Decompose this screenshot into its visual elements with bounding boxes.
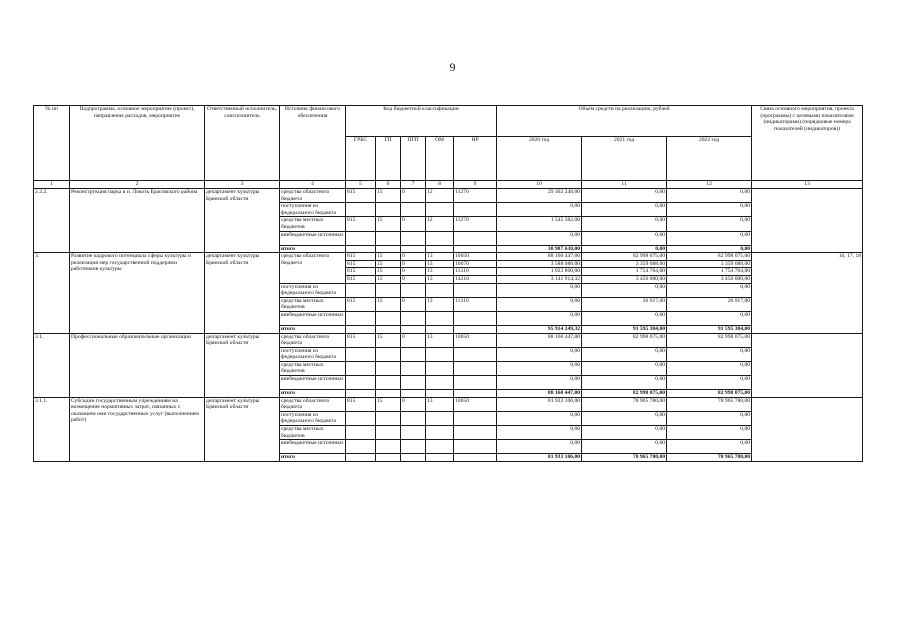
gp-cell: 15 <box>376 260 401 268</box>
pgp-cell <box>401 411 426 425</box>
gp-cell <box>376 390 401 398</box>
header-2022: 2022 год <box>667 137 752 181</box>
grbs-cell <box>346 361 376 375</box>
np-cell: 10650 <box>454 253 497 261</box>
row-number: 3.1.1. <box>34 397 70 461</box>
amount-2020-cell: 88 160 447,00 <box>497 253 582 261</box>
gp-cell: 15 <box>376 268 401 276</box>
amount-2021-cell: 0,00 <box>582 245 667 253</box>
np-cell: 10670 <box>454 260 497 268</box>
row-executor: департамент культуры Брянской области <box>205 397 280 461</box>
row-name: Профессиональные образовательные организации <box>70 333 205 397</box>
budget-table <box>33 105 863 462</box>
om-cell: 13 <box>426 297 454 311</box>
grbs-cell <box>346 311 376 325</box>
col-number: 11 <box>582 181 667 189</box>
gp-cell <box>376 426 401 440</box>
amount-2022-cell: 0,00 <box>667 203 752 217</box>
grbs-cell <box>346 454 376 462</box>
row-number: 3.1. <box>34 333 70 397</box>
amount-2021-cell: 0,00 <box>582 376 667 390</box>
amount-2021-cell: 0,00 <box>582 311 667 325</box>
amount-2020-cell: 0,00 <box>497 283 582 297</box>
np-cell <box>454 347 497 361</box>
pgp-cell <box>401 231 426 245</box>
amount-2021-cell: 3 456 000,00 <box>582 275 667 283</box>
col-number: 12 <box>667 181 752 189</box>
np-cell <box>454 426 497 440</box>
col-number: 3 <box>205 181 280 189</box>
amount-2020-cell: 0,00 <box>497 297 582 311</box>
om-cell: 13 <box>426 333 454 347</box>
np-cell <box>454 376 497 390</box>
pgp-cell <box>401 426 426 440</box>
pgp-cell <box>401 347 426 361</box>
gp-cell <box>376 283 401 297</box>
amount-2022-cell: 0,00 <box>667 245 752 253</box>
np-cell <box>454 440 497 454</box>
amount-2020-cell: 3 588 088,00 <box>497 260 582 268</box>
header-subprogram: Подпрограмма, основное мероприятие (проект), направление расходов, мероприятие <box>70 106 205 181</box>
pgp-cell: 0 <box>401 397 426 411</box>
col-number: 9 <box>454 181 497 189</box>
amount-2021-cell: 78 965 780,00 <box>582 397 667 411</box>
source-cell: итого <box>280 454 346 462</box>
source-cell: внебюджетные источники <box>280 231 346 245</box>
om-cell <box>426 203 454 217</box>
header-2021: 2021 год <box>582 137 667 181</box>
header-executor: Ответственный исполнитель, соисполнитель <box>205 106 280 181</box>
om-cell <box>426 231 454 245</box>
col-number: 5 <box>346 181 376 189</box>
om-cell <box>426 376 454 390</box>
np-cell: 11270 <box>454 189 497 203</box>
column-numbers-row <box>34 181 863 189</box>
amount-2021-cell: 26 917,00 <box>582 297 667 311</box>
pgp-cell <box>401 361 426 375</box>
amount-2020-cell: 1 023 800,00 <box>497 268 582 276</box>
np-cell <box>454 411 497 425</box>
amount-2021-cell: 91 595 384,00 <box>582 325 667 333</box>
col-number: 7 <box>401 181 426 189</box>
amount-2022-cell: 91 595 384,00 <box>667 325 752 333</box>
om-cell <box>426 440 454 454</box>
amount-2021-cell: 0,00 <box>582 440 667 454</box>
om-cell <box>426 245 454 253</box>
source-cell: средства областного бюджета <box>280 189 346 203</box>
grbs-cell <box>346 440 376 454</box>
amount-2022-cell: 0,00 <box>667 217 752 231</box>
gp-cell: 15 <box>376 217 401 231</box>
source-cell: поступления из федерального бюджета <box>280 411 346 425</box>
gp-cell <box>376 311 401 325</box>
gp-cell <box>376 203 401 217</box>
amount-2020-cell: 88 160 447,00 <box>497 390 582 398</box>
np-cell: 14210 <box>454 275 497 283</box>
amount-2022-cell: 1 754 704,00 <box>667 268 752 276</box>
np-cell <box>454 283 497 297</box>
om-cell: 13 <box>426 253 454 261</box>
amount-2020-cell: 95 914 249,32 <box>497 325 582 333</box>
np-cell <box>454 203 497 217</box>
amount-2021-cell: 0,00 <box>582 189 667 203</box>
gp-cell <box>376 411 401 425</box>
gp-cell <box>376 325 401 333</box>
header-no: № пп <box>34 106 70 181</box>
amount-2022-cell: 3 456 000,00 <box>667 275 752 283</box>
grbs-cell: 815 <box>346 253 376 261</box>
pgp-cell <box>401 325 426 333</box>
grbs-cell: 815 <box>346 297 376 311</box>
source-cell: итого <box>280 390 346 398</box>
om-cell: 13 <box>426 397 454 411</box>
col-number: 1 <box>34 181 70 189</box>
amount-2020-cell: 29 362 248,00 <box>497 189 582 203</box>
pgp-cell <box>401 283 426 297</box>
pgp-cell <box>401 390 426 398</box>
om-cell: 13 <box>426 260 454 268</box>
amount-2022-cell: 78 965 780,00 <box>667 397 752 411</box>
row-name: Развитие кадрового потенциала сферы культуры и реализация мер государственной поддержки работников культуры <box>70 253 205 333</box>
amount-2022-cell: 0,00 <box>667 189 752 203</box>
gp-cell: 15 <box>376 397 401 411</box>
grbs-cell <box>346 390 376 398</box>
col-number: 8 <box>426 181 454 189</box>
amount-2021-cell: 0,00 <box>582 426 667 440</box>
row-executor: департамент культуры Брянской области <box>205 189 280 253</box>
om-cell <box>426 325 454 333</box>
header-gp: ГП <box>376 137 401 181</box>
page-number: 9 <box>449 60 456 74</box>
gp-cell <box>376 440 401 454</box>
om-cell <box>426 361 454 375</box>
pgp-cell <box>401 311 426 325</box>
amount-2021-cell: 82 998 075,00 <box>582 333 667 347</box>
header-source: Источник финансового обеспечения <box>280 106 346 181</box>
amount-2022-cell: 26 917,00 <box>667 297 752 311</box>
np-cell <box>454 454 497 462</box>
amount-2020-cell: 88 160 447,00 <box>497 333 582 347</box>
gp-cell: 15 <box>376 275 401 283</box>
header-grbs: ГРБС <box>346 137 376 181</box>
amount-2021-cell: 1 754 704,00 <box>582 268 667 276</box>
gp-cell: 15 <box>376 297 401 311</box>
amount-2020-cell: 3 141 914,32 <box>497 275 582 283</box>
om-cell <box>426 311 454 325</box>
amount-2021-cell: 0,00 <box>582 203 667 217</box>
source-cell: средства местных бюджетов <box>280 426 346 440</box>
amount-2020-cell: 0,00 <box>497 376 582 390</box>
gp-cell: 15 <box>376 189 401 203</box>
grbs-cell: 815 <box>346 333 376 347</box>
gp-cell <box>376 454 401 462</box>
amount-2022-cell: 0,00 <box>667 426 752 440</box>
np-cell: 11310 <box>454 268 497 276</box>
pgp-cell: 0 <box>401 253 426 261</box>
amount-2020-cell: 0,00 <box>497 347 582 361</box>
grbs-cell: 815 <box>346 217 376 231</box>
amount-2021-cell: 78 965 780,00 <box>582 454 667 462</box>
gp-cell <box>376 245 401 253</box>
amount-2020-cell: 30 907 630,00 <box>497 245 582 253</box>
pgp-cell <box>401 440 426 454</box>
amount-2021-cell: 82 998 075,00 <box>582 390 667 398</box>
grbs-cell <box>346 203 376 217</box>
link-cell <box>752 333 863 397</box>
source-cell: внебюджетные источники <box>280 440 346 454</box>
header-budget-code: Код бюджетной классификации <box>346 106 497 137</box>
amount-2021-cell: 3 359 688,00 <box>582 260 667 268</box>
link-cell: 16, 17, 18 <box>752 253 863 333</box>
amount-2022-cell: 0,00 <box>667 231 752 245</box>
amount-2021-cell: 0,00 <box>582 411 667 425</box>
source-cell: поступления из федерального бюджета <box>280 347 346 361</box>
col-number: 6 <box>376 181 401 189</box>
source-cell: средства областного бюджета <box>280 333 346 347</box>
np-cell <box>454 361 497 375</box>
header-np: НР <box>454 137 497 181</box>
header-link: Связь основного мероприятия, проекта (программы) с целевыми показателями (индикаторами) (порядковые номера показателей (индикаторов)) <box>752 106 863 181</box>
amount-2020-cell: 0,00 <box>497 411 582 425</box>
pgp-cell: 0 <box>401 189 426 203</box>
np-cell: 11270 <box>454 217 497 231</box>
gp-cell: 15 <box>376 253 401 261</box>
np-cell <box>454 325 497 333</box>
table-row <box>34 397 863 411</box>
amount-2022-cell: 82 998 075,00 <box>667 390 752 398</box>
row-executor: департамент культуры Брянской области <box>205 253 280 333</box>
amount-2020-cell: 0,00 <box>497 203 582 217</box>
link-cell <box>752 189 863 253</box>
col-number: 2 <box>70 181 205 189</box>
amount-2022-cell: 3 359 688,00 <box>667 260 752 268</box>
om-cell <box>426 283 454 297</box>
pgp-cell <box>401 203 426 217</box>
amount-2021-cell: 0,00 <box>582 283 667 297</box>
amount-2022-cell: 82 998 075,00 <box>667 253 752 261</box>
header-pgp: ПГП <box>401 137 426 181</box>
source-cell: поступления из федерального бюджета <box>280 283 346 297</box>
header-om: ОМ <box>426 137 454 181</box>
amount-2022-cell: 0,00 <box>667 347 752 361</box>
pgp-cell: 0 <box>401 260 426 268</box>
amount-2020-cell: 81 933 106,00 <box>497 454 582 462</box>
gp-cell <box>376 361 401 375</box>
col-number: 4 <box>280 181 346 189</box>
grbs-cell <box>346 325 376 333</box>
grbs-cell: 815 <box>346 268 376 276</box>
grbs-cell: 815 <box>346 397 376 411</box>
header-row <box>34 106 863 137</box>
row-number: 2.2.2. <box>34 189 70 253</box>
amount-2020-cell: 0,00 <box>497 311 582 325</box>
grbs-cell: 815 <box>346 275 376 283</box>
header-2020: 2020 год <box>497 137 582 181</box>
row-executor: департамент культуры Брянской области <box>205 333 280 397</box>
pgp-cell: 0 <box>401 333 426 347</box>
amount-2022-cell: 82 998 075,00 <box>667 333 752 347</box>
om-cell <box>426 426 454 440</box>
table-row <box>34 189 863 203</box>
table-row <box>34 333 863 347</box>
amount-2022-cell: 0,00 <box>667 411 752 425</box>
table-row <box>34 253 863 261</box>
source-cell: средства местных бюджетов <box>280 217 346 231</box>
om-cell <box>426 411 454 425</box>
om-cell <box>426 347 454 361</box>
source-cell: внебюджетные источники <box>280 311 346 325</box>
grbs-cell <box>346 347 376 361</box>
grbs-cell: 815 <box>346 260 376 268</box>
om-cell: 12 <box>426 189 454 203</box>
amount-2020-cell: 1 545 382,00 <box>497 217 582 231</box>
source-cell: средства местных бюджетов <box>280 297 346 311</box>
grbs-cell <box>346 411 376 425</box>
source-cell: средства областного бюджета <box>280 253 346 283</box>
np-cell: 11310 <box>454 297 497 311</box>
amount-2022-cell: 78 965 780,00 <box>667 454 752 462</box>
row-name: Субсидии государственным учреждениям на возмещение нормативных затрат, связанных с оказанием ими государственных услуг (выполнением работ) <box>70 397 205 461</box>
grbs-cell <box>346 245 376 253</box>
np-cell: 10650 <box>454 333 497 347</box>
np-cell <box>454 245 497 253</box>
amount-2021-cell: 82 998 075,00 <box>582 253 667 261</box>
grbs-cell <box>346 283 376 297</box>
pgp-cell <box>401 454 426 462</box>
grbs-cell <box>346 376 376 390</box>
source-cell: внебюджетные источники <box>280 376 346 390</box>
np-cell: 10650 <box>454 397 497 411</box>
amount-2020-cell: 0,00 <box>497 440 582 454</box>
np-cell <box>454 231 497 245</box>
gp-cell: 15 <box>376 333 401 347</box>
source-cell: итого <box>280 245 346 253</box>
amount-2020-cell: 0,00 <box>497 361 582 375</box>
col-number: 10 <box>497 181 582 189</box>
col-number: 13 <box>752 181 863 189</box>
om-cell: 12 <box>426 217 454 231</box>
pgp-cell <box>401 245 426 253</box>
source-cell: средства областного бюджета <box>280 397 346 411</box>
np-cell <box>454 390 497 398</box>
source-cell: итого <box>280 325 346 333</box>
amount-2021-cell: 0,00 <box>582 361 667 375</box>
amount-2022-cell: 0,00 <box>667 311 752 325</box>
amount-2021-cell: 0,00 <box>582 231 667 245</box>
amount-2020-cell: 0,00 <box>497 231 582 245</box>
grbs-cell: 815 <box>346 189 376 203</box>
amount-2022-cell: 0,00 <box>667 440 752 454</box>
gp-cell <box>376 347 401 361</box>
amount-2020-cell: 0,00 <box>497 426 582 440</box>
row-number: 3. <box>34 253 70 333</box>
amount-2020-cell: 81 933 106,00 <box>497 397 582 411</box>
om-cell <box>426 454 454 462</box>
pgp-cell: 0 <box>401 275 426 283</box>
link-cell <box>752 397 863 461</box>
gp-cell <box>376 231 401 245</box>
pgp-cell <box>401 376 426 390</box>
grbs-cell <box>346 231 376 245</box>
pgp-cell: 0 <box>401 217 426 231</box>
row-name: Реконструкция парка в п. Локоть Брасовского района <box>70 189 205 253</box>
amount-2021-cell: 0,00 <box>582 347 667 361</box>
gp-cell <box>376 376 401 390</box>
grbs-cell <box>346 426 376 440</box>
source-cell: средства местных бюджетов <box>280 361 346 375</box>
pgp-cell: 0 <box>401 297 426 311</box>
header-volume: Объём средств на реализацию, рублей <box>497 106 752 137</box>
amount-2022-cell: 0,00 <box>667 376 752 390</box>
om-cell <box>426 390 454 398</box>
amount-2022-cell: 0,00 <box>667 361 752 375</box>
np-cell <box>454 311 497 325</box>
pgp-cell: 0 <box>401 268 426 276</box>
amount-2021-cell: 0,00 <box>582 217 667 231</box>
om-cell: 13 <box>426 275 454 283</box>
source-cell: поступления из федерального бюджета <box>280 203 346 217</box>
amount-2022-cell: 0,00 <box>667 283 752 297</box>
om-cell: 13 <box>426 268 454 276</box>
